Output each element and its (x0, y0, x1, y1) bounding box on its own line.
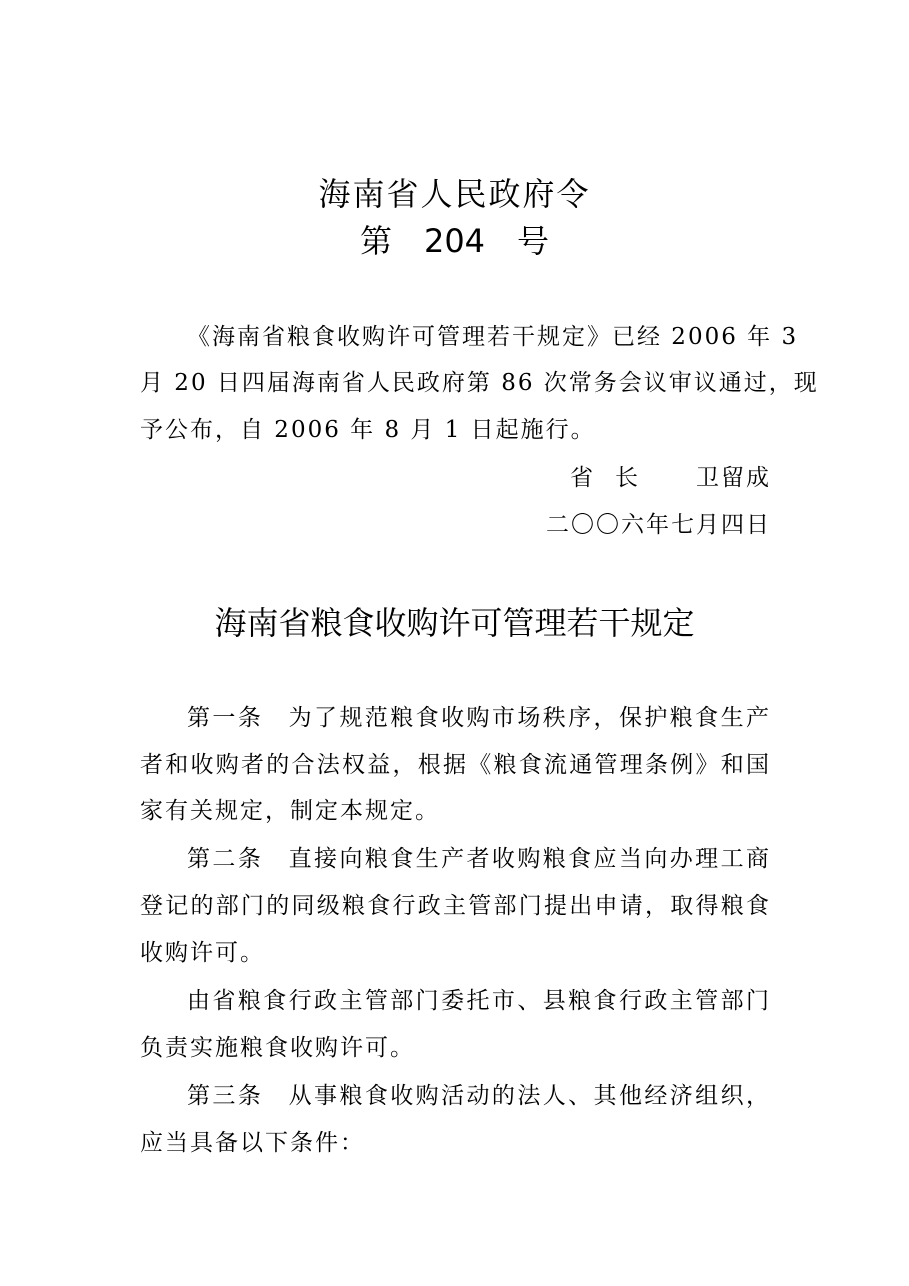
decree-date: 二〇〇六年七月四日 (546, 512, 771, 538)
preamble-line: 《海南省粮食收购许可管理若干规定》已经 2006 年 3 (187, 324, 799, 350)
article-line: 登记的部门的同级粮食行政主管部门提出申请，取得粮食 (140, 893, 771, 919)
regulation-title: 海南省粮食收购许可管理若干规定 (214, 604, 695, 642)
signer-name: 卫留成 (696, 465, 771, 491)
article-line: 应当具备以下条件： (140, 1130, 365, 1156)
decree-number-prefix: 第 (359, 222, 392, 260)
article-line: 第一条 为了规范粮食收购市场秩序，保护粮食生产 (187, 705, 771, 731)
article-line: 第二条 直接向粮食生产者收购粮食应当向办理工商 (187, 846, 771, 872)
article-line: 家有关规定，制定本规定。 (140, 798, 440, 824)
signer (570, 462, 771, 494)
article-line: 者和收购者的合法权益，根据《粮食流通管理条例》和国 (140, 752, 771, 778)
article-line: 由省粮食行政主管部门委托市、县粮食行政主管部门 (187, 988, 771, 1014)
preamble-line: 月 20 日四届海南省人民政府第 86 次常务会议审议通过，现 (140, 370, 819, 396)
article-line: 负责实施粮食收购许可。 (140, 1035, 415, 1061)
signer-title: 省长 (570, 465, 660, 491)
decree-number-value: 204 (423, 222, 486, 260)
preamble-line: 予公布，自 2006 年 8 月 1 日起施行。 (140, 417, 596, 443)
article-line: 第三条 从事粮食收购活动的法人、其他经济组织， (187, 1083, 771, 1109)
decree-title: 海南省人民政府令 (318, 175, 591, 213)
decree-number (0, 219, 909, 263)
article-line: 收购许可。 (140, 940, 265, 966)
decree-number-suffix: 号 (517, 222, 550, 260)
